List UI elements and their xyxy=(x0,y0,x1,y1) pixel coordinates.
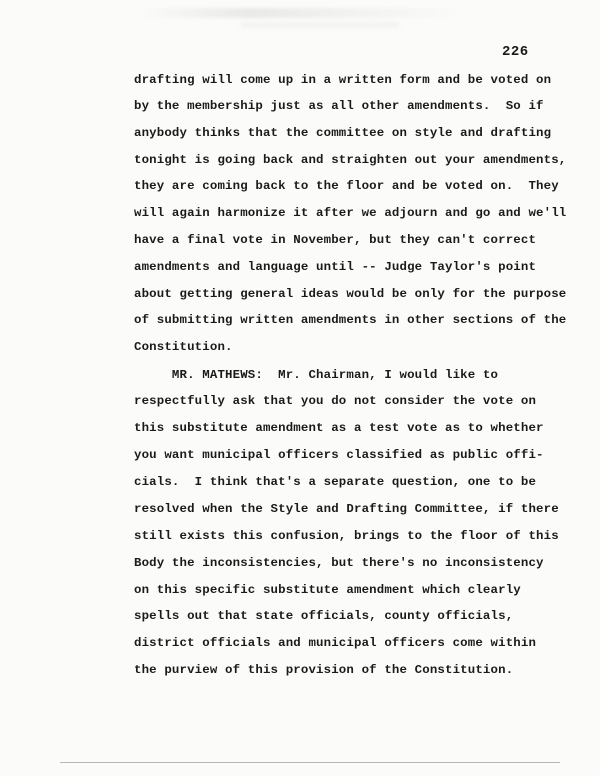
text-line: respectfully ask that you do not consider the vote on xyxy=(134,394,537,408)
text-line: by the membership just as all other amendments. So if xyxy=(134,99,544,113)
text-line: still exists this confusion, brings to the floor of this xyxy=(134,529,559,543)
text-line: they are coming back to the floor and be voted on. They xyxy=(134,179,559,193)
text-line: on this specific substitute amendment which clearly xyxy=(134,583,521,597)
text-line: will again harmonize it after we adjourn and go and we'll xyxy=(134,206,567,220)
text-line: the purview of this provision of the Constitution. xyxy=(134,663,514,677)
text-line: resolved when the Style and Drafting Committee, if there xyxy=(134,502,559,516)
text-line: this substitute amendment as a test vote as to whether xyxy=(134,421,544,435)
scan-bleed-through xyxy=(240,22,400,28)
text-line: have a final vote in November, but they can't correct xyxy=(134,233,537,247)
text-line: amendments and language until -- Judge Taylor's point xyxy=(134,260,537,274)
text-line: cials. I think that's a separate question, one to be xyxy=(134,475,537,489)
text-line: tonight is going back and straighten out your amendments, xyxy=(134,153,567,167)
text-line: of submitting written amendments in other sections of the xyxy=(134,313,567,327)
text-line: Body the inconsistencies, but there's no inconsistency xyxy=(134,556,544,570)
speaker-line: MR. MATHEWS: Mr. Chairman, I would like to xyxy=(134,368,499,382)
text-line: you want municipal officers classified as public offi- xyxy=(134,448,544,462)
text-line: district officials and municipal officers come within xyxy=(134,636,537,650)
text-line: Constitution. xyxy=(134,340,233,354)
text-line: spells out that state officials, county officials, xyxy=(134,609,514,623)
text-line: about getting general ideas would be only for the purpose xyxy=(134,287,567,301)
text-line: drafting will come up in a written form and be voted on xyxy=(134,73,552,87)
scan-bleed-through xyxy=(140,8,470,18)
page-bottom-rule xyxy=(60,762,560,763)
page-number: 226 xyxy=(502,44,529,60)
text-line: anybody thinks that the committee on style and drafting xyxy=(134,126,552,140)
